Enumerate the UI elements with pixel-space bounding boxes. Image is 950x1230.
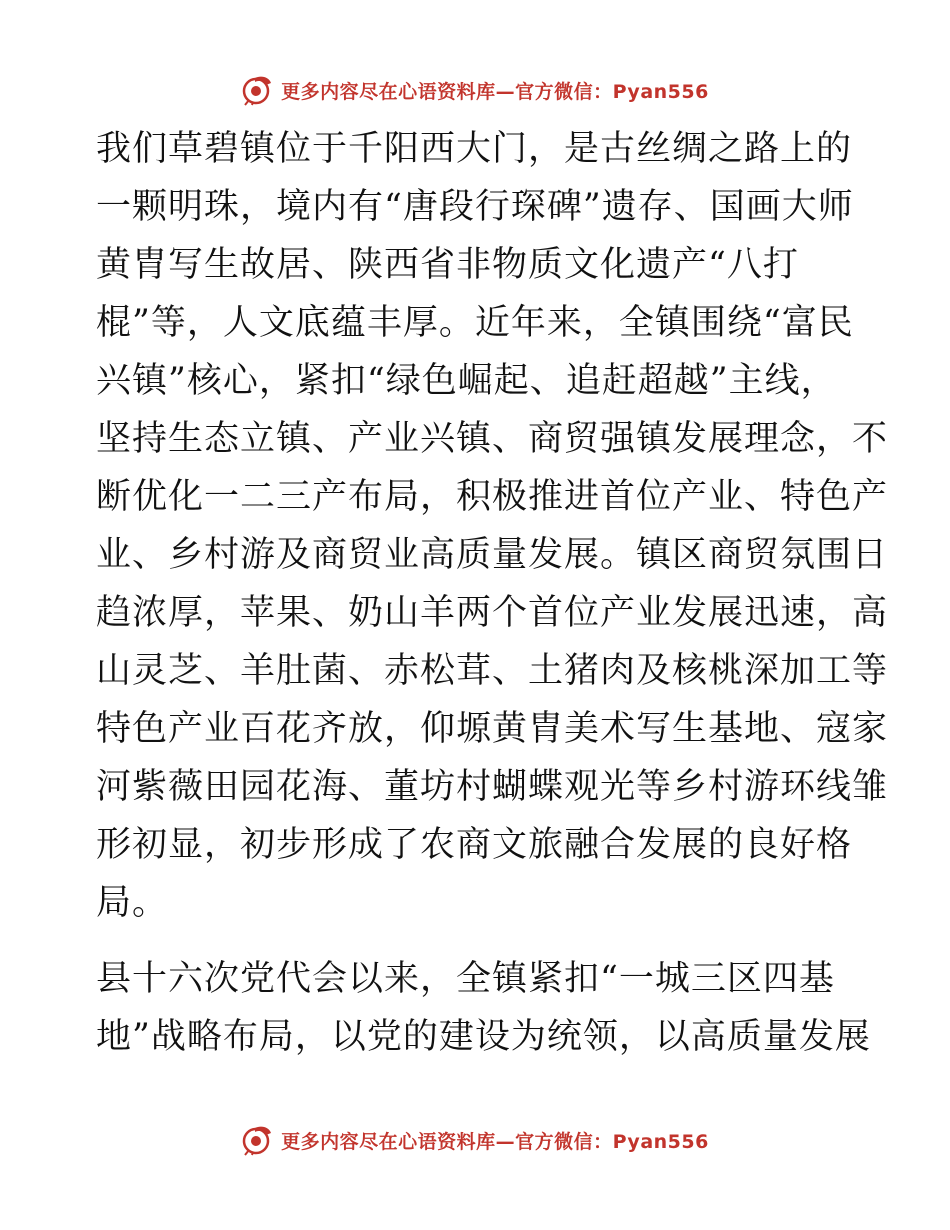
- text-line: 特色产业百花齐放，仰塬黄胄美术写生基地、寇家: [96, 709, 889, 749]
- paragraph-spacer: [96, 932, 856, 950]
- brand-logo-icon: [241, 74, 273, 106]
- text-line: 断优化一二三产布局，积极推进首位产业、特色产: [96, 477, 889, 517]
- text-line: 局。: [96, 883, 169, 923]
- text-line: 县十六次党代会以来，全镇紧扣“一城三区四基: [96, 959, 835, 999]
- text-line: 黄胄写生故居、陕西省非物质文化遗产“八打: [96, 245, 799, 285]
- text-line: 河紫薇田园花海、董坊村蝴蝶观光等乡村游环线雏: [96, 767, 889, 807]
- text-line: 地”战略布局，以党的建设为统领，以高质量发展: [96, 1017, 871, 1057]
- text-line: 兴镇”核心，紧扣“绿色崛起、追赶超越”主线，: [96, 361, 837, 401]
- text-line: 坚持生态立镇、产业兴镇、商贸强镇发展理念，不: [96, 419, 889, 459]
- header-watermark: [0, 70, 950, 110]
- brand-logo-icon: [241, 1124, 273, 1156]
- header-watermark-text: 更多内容尽在心语资料库—官方微信：Pyan556: [281, 80, 709, 103]
- text-line: 形初显，初步形成了农商文旅融合发展的良好格: [96, 825, 853, 865]
- paragraph-2: [96, 950, 871, 1066]
- paragraph-1: [96, 120, 889, 932]
- text-line: 棍”等，人文底蕴丰厚。近年来，全镇围绕“富民: [96, 303, 854, 343]
- footer-watermark: [0, 1120, 950, 1160]
- text-line: 山灵芝、羊肚菌、赤松茸、土猪肉及核桃深加工等: [96, 651, 889, 691]
- text-line: 我们草碧镇位于千阳西大门，是古丝绸之路上的: [96, 129, 853, 169]
- text-line: 一颗明珠，境内有“唐段行琛碑”遗存、国画大师: [96, 187, 854, 227]
- text-line: 趋浓厚，苹果、奶山羊两个首位产业发展迅速，高: [96, 593, 889, 633]
- text-line: 业、乡村游及商贸业高质量发展。镇区商贸氛围日: [96, 535, 889, 575]
- footer-watermark-text: 更多内容尽在心语资料库—官方微信：Pyan556: [281, 1130, 709, 1153]
- document-body: [96, 120, 889, 1066]
